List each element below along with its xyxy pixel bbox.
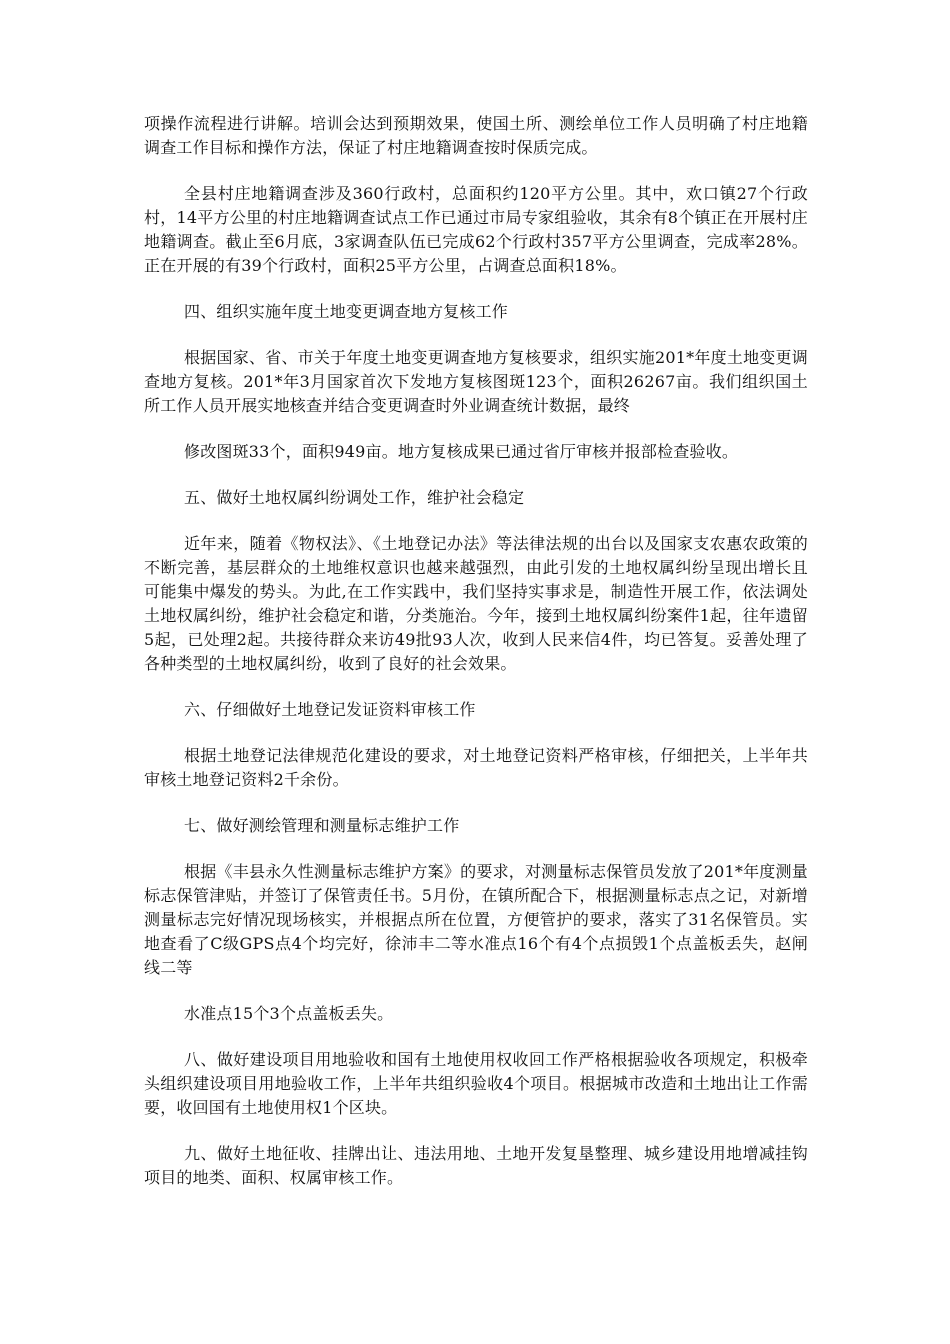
- paragraph-benchmark-points: 水准点15个3个点盖板丢失。: [184, 1004, 394, 1023]
- paragraph-section-9: 九、做好土地征收、挂牌出让、违法用地、土地开发复垦整理、城乡建设用地增减挂钩项目的地类、面积、权属审核工作。: [144, 1144, 808, 1187]
- paragraph-section-8: 八、做好建设项目用地验收和国有土地使用权收回工作严格根据验收各项规定，积极牵头组织建设项目用地验收工作，上半年共组织验收4个项目。根据城市改造和土地出让工作需要，收回国有土地使用权1个区块。: [144, 1050, 808, 1117]
- paragraph-registration-review: 根据土地登记法律规范化建设的要求，对土地登记资料严格审核，仔细把关，上半年共审核土地登记资料2千余份。: [144, 746, 808, 789]
- section-heading-4: 四、组织实施年度土地变更调查地方复核工作: [184, 302, 509, 321]
- paragraph-survey-markers: 根据《丰县永久性测量标志维护方案》的要求，对测量标志保管员发放了201*年度测量标志保管津贴，并签订了保管责任书。5月份，在镇所配合下，根据测量标志点之记，对新增测量标志完好情况现场核实，并根据点所在位置，方便管护的要求，落实了31名保管员。实地查看了C级GPS点4个均完好，徐沛丰二等水准点16个有4个点损毁1个点盖板丢失，赵闸线二等: [144, 862, 808, 977]
- section-heading-7: 七、做好测绘管理和测量标志维护工作: [184, 816, 460, 835]
- paragraph-annual-review: 根据国家、省、市关于年度土地变更调查地方复核要求，组织实施201*年度土地变更调查地方复核。201*年3月国家首次下发地方复核图斑123个，面积26267亩。我们组织国土所工作人员开展实地核查并结合变更调查时外业调查统计数据，最终: [144, 348, 808, 415]
- section-heading-5: 五、做好土地权属纠纷调处工作，维护社会稳定: [184, 488, 525, 507]
- section-heading-6: 六、仔细做好土地登记发证资料审核工作: [184, 700, 476, 719]
- document-body: [144, 112, 808, 1212]
- paragraph-training-continued: 项操作流程进行讲解。培训会达到预期效果，使国土所、测绘单位工作人员明确了村庄地籍调查工作目标和操作方法，保证了村庄地籍调查按时保质完成。: [144, 114, 808, 157]
- paragraph-review-result: 修改图斑33个，面积949亩。地方复核成果已通过省厅审核并报部检查验收。: [184, 442, 739, 461]
- paragraph-village-survey: 全县村庄地籍调查涉及360行政村，总面积约120平方公里。其中，欢口镇27个行政村，14平方公里的村庄地籍调查试点工作已通过市局专家组验收，其余有8个镇正在开展村庄地籍调查。截止至6月底，3家调查队伍已完成62个行政村357平方公里调查，完成率28%。正在开展的有39个行政村，面积25平方公里，占调查总面积18%。: [144, 184, 808, 275]
- paragraph-dispute-resolution: 近年来，随着《物权法》、《土地登记办法》等法律法规的出台以及国家支农惠农政策的不断完善，基层群众的土地维权意识也越来越强烈，由此引发的土地权属纠纷呈现出增长且可能集中爆发的势头。为此,在工作实践中，我们坚持实事求是，制造性开展工作，依法调处土地权属纠纷，维护社会稳定和谐，分类施治。今年，接到土地权属纠纷案件1起，往年遗留5起，已处理2起。共接待群众来访49批93人次，收到人民来信4件，均已答复。妥善处理了各种类型的土地权属纠纷，收到了良好的社会效果。: [144, 534, 808, 673]
